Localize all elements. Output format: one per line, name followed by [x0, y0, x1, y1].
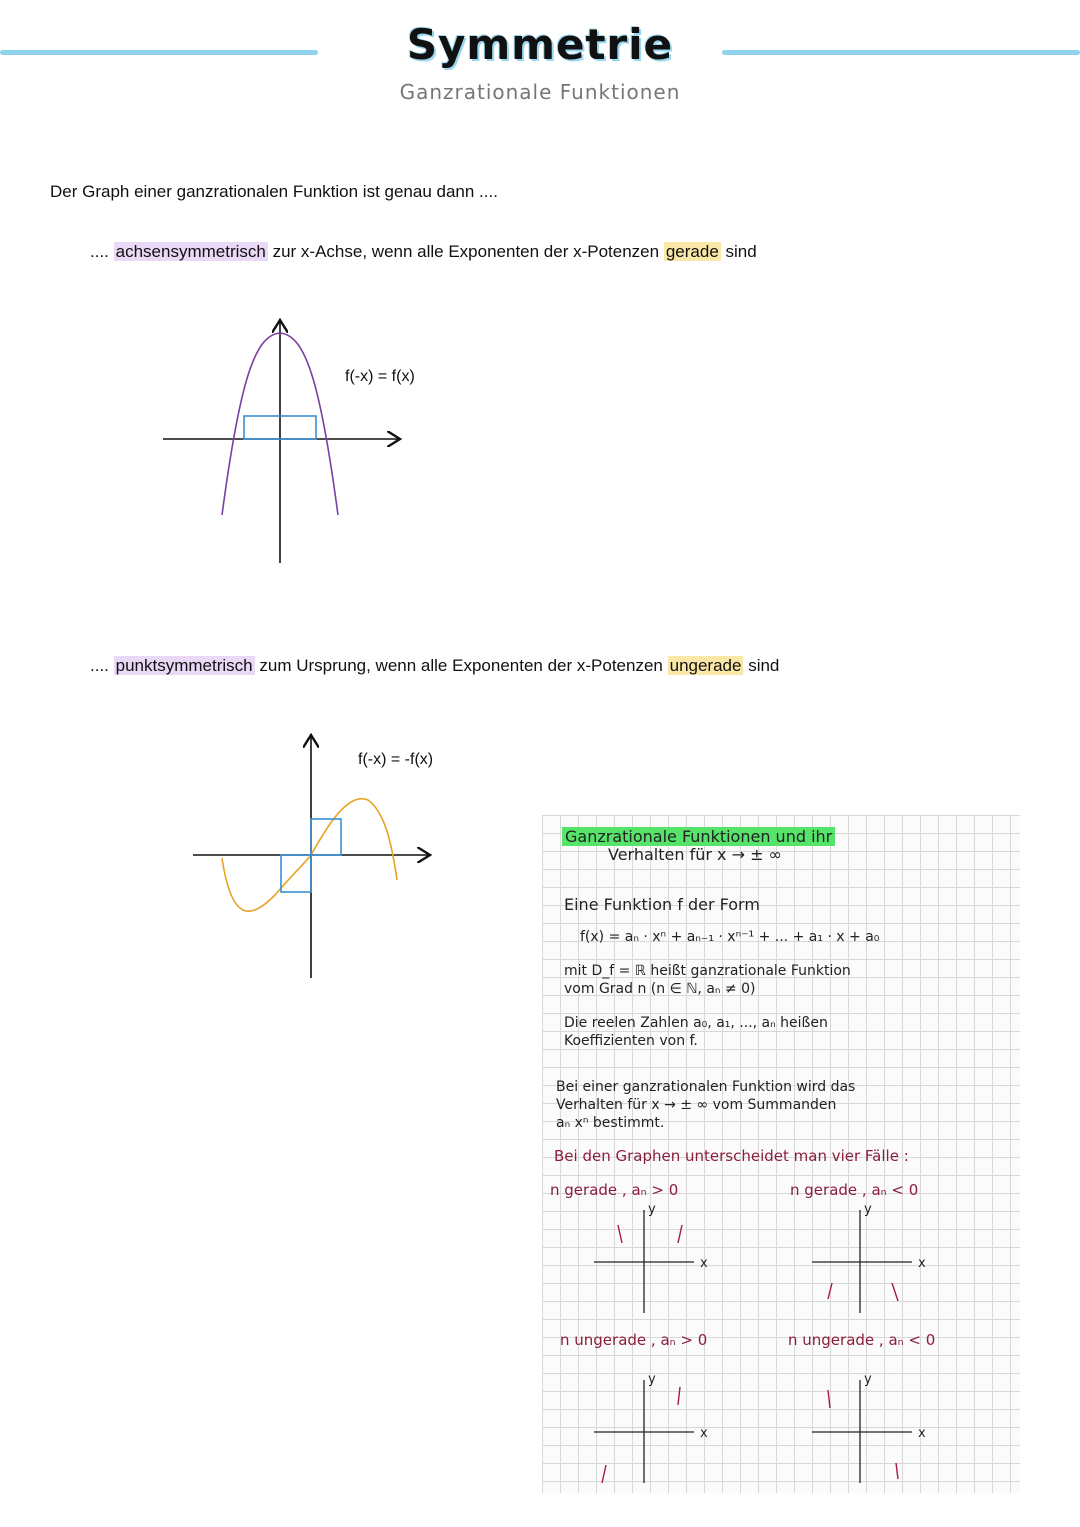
- note-case3-y-label: y: [648, 1372, 656, 1387]
- note-case2-label: n gerade , aₙ < 0: [790, 1181, 919, 1199]
- note-case3-label: n ungerade , aₙ > 0: [560, 1331, 708, 1349]
- note-behav-line1: Bei einer ganzrationalen Funktion wird das: [556, 1079, 856, 1095]
- note-def-line2: mit D_f = ℝ heißt ganzrationale Funktion: [564, 963, 851, 979]
- point-term: punktsymmetrisch: [115, 656, 253, 675]
- note-case4-label: n ungerade , aₙ < 0: [788, 1331, 936, 1349]
- axis-suffix: sind: [725, 242, 757, 261]
- axis-prefix: ....: [90, 242, 109, 261]
- note-case1-y-label: y: [648, 1202, 656, 1217]
- note-def-line1: Eine Funktion f der Form: [564, 895, 760, 914]
- axis-term: achsensymmetrisch: [115, 242, 266, 261]
- note-case1-x-label: x: [700, 1256, 708, 1271]
- note-coef-line2: Koeffizienten von f.: [564, 1033, 698, 1049]
- page-title: Symmetrie: [406, 20, 674, 69]
- even-formula-label: f(-x) = f(x): [345, 368, 415, 385]
- note-def-formula: f(x) = aₙ · xⁿ + aₙ₋₁ · xⁿ⁻¹ + ... + a₁ · x + a₀: [580, 929, 880, 945]
- point-suffix: sind: [748, 656, 780, 675]
- note-behav-line3: aₙ xⁿ bestimmt.: [556, 1115, 665, 1131]
- note-case4-x-label: x: [918, 1426, 926, 1441]
- note-case2-y-label: y: [864, 1202, 872, 1217]
- note-case2-x-label: x: [918, 1256, 926, 1271]
- point-prefix: ....: [90, 656, 109, 675]
- note-heading-line2: Verhalten für x → ± ∞: [608, 845, 782, 864]
- note-heading-line1: Ganzrationale Funktionen und ihr: [562, 827, 835, 846]
- notebook-photo: [542, 815, 1020, 1493]
- page-subtitle: Ganzrationale Funktionen: [399, 80, 681, 104]
- axis-keyword: gerade: [665, 242, 719, 261]
- note-coef-line1: Die reelen Zahlen a₀, a₁, ..., aₙ heißen: [564, 1015, 828, 1031]
- even-function-graph: [163, 320, 400, 563]
- note-case1-label: n gerade , aₙ > 0: [550, 1181, 679, 1199]
- odd-box-upper: [311, 819, 341, 855]
- note-def-line3: vom Grad n (n ∈ ℕ, aₙ ≠ 0): [564, 981, 756, 997]
- odd-formula-label: f(-x) = -f(x): [358, 751, 434, 768]
- note-case-graphs: [542, 815, 1020, 1493]
- note-cases-intro: Bei den Graphen unterscheidet man vier Fälle :: [554, 1147, 909, 1165]
- point-middle: zum Ursprung, wenn alle Exponenten der x-Potenzen: [259, 656, 663, 675]
- odd-function-graph: [193, 735, 430, 978]
- note-behav-line2: Verhalten für x → ± ∞ vom Summanden: [556, 1097, 837, 1113]
- intro-text: Der Graph einer ganzrationalen Funktion ist genau dann ....: [50, 182, 498, 201]
- note-case3-x-label: x: [700, 1426, 708, 1441]
- note-case4-y-label: y: [864, 1372, 872, 1387]
- point-keyword: ungerade: [669, 656, 742, 675]
- axis-middle: zur x-Achse, wenn alle Exponenten der x-Potenzen: [272, 242, 660, 261]
